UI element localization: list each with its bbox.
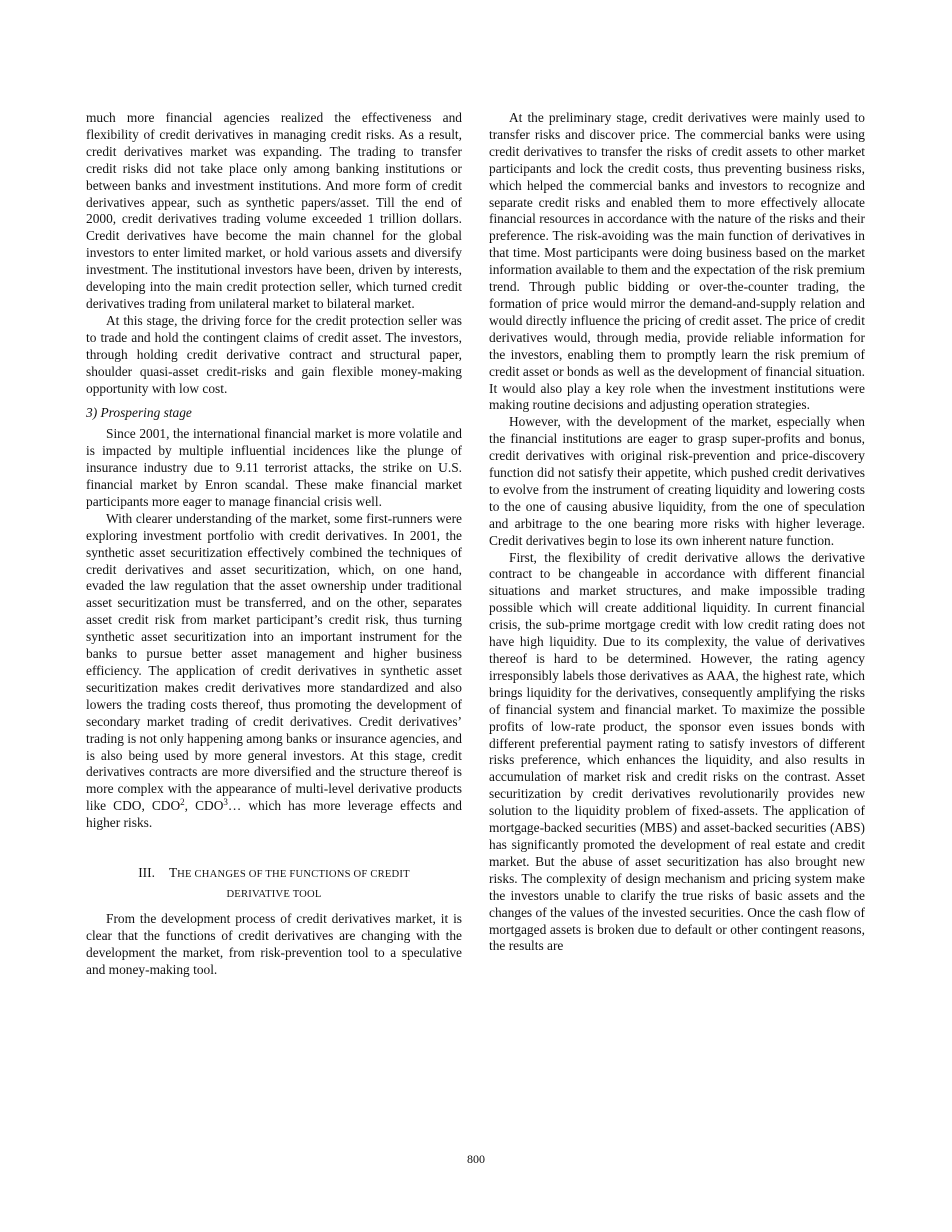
body-paragraph: At the preliminary stage, credit derivatives were mainly used to transfer risks and discover price. The commercial banks were using credit derivatives to transfer the risks of credit assets to other market participants and lock the credit costs, thus preventing business risks, which helped the commercial banks and investors to recognize and separate credit risks and enabled them to more effectively allocate financial resources in accordance with the nature of the risks and their preference. The risk-avoiding was the main function of derivatives in that time. Most participants were doing business based on the market information available to them and the expectation of the risk premium trend. Through public bidding or over-the-counter trading, the formation of price would mirror the demand-and-supply relation and would directly influence the pricing of credit asset. The price of credit derivatives would, through media, provide reliable information for the investors, enabling them to promptly learn the risk premium of credit asset or bonds as well as the development of financial situation. It would also play a key role when the investment institutions were making routine decisions and adjusting operation strategies. bbox=[489, 110, 865, 413]
paragraph-text: … which has more leverage effects and higher risks. bbox=[86, 798, 463, 831]
superscript: 3 bbox=[223, 797, 228, 808]
section-title-line2: DERIVATIVE TOOL bbox=[226, 888, 322, 900]
right-column bbox=[489, 110, 865, 955]
body-paragraph: However, with the development of the market, especially when the financial institutions are eager to grasp super-profits and bonus, credit derivatives with original risk-prevention and price-discovery function did not satisfy their appetite, which pushed credit derivatives to evolve from the instrument of creating liquidity and lowering costs to the one of causing abusive liquidity, from the one of speculation and arbitrage to the one bearing more risks with higher leverage. Credit derivatives begin to lose its own inherent nature function. bbox=[489, 414, 865, 548]
left-column bbox=[86, 110, 462, 979]
paragraph-text: With clearer understanding of the market, some first-runners were exploring investment portfolio with credit derivatives. In 2001, the synthetic asset securitization effectively combined the techniques of credit derivatives and asset securitization, which, on one hand, evaded the law regulation that the asset ownership under traditional asset securitization must be transferred, and on the other, separates asset credit risk from market participant’s credit risk, thus turning synthetic asset securitization into an important instrument for the banks to pursue better asset management and higher business efficiency. The application of credit derivatives in synthetic asset securitization makes credit derivatives more standardized and also lowers the trading costs thereof, thus promoting the development of secondary market trading of credit derivatives. Credit derivatives’ trading is not only happening among banks or insurance agencies, and is also being used by more general investors. At this stage, credit derivatives contracts are more diversified and the structure thereof is more complex with the appearance of multi-level derivative products like CDO, CDO bbox=[86, 510, 462, 814]
subsection-heading: 3) Prospering stage bbox=[86, 405, 192, 421]
body-paragraph bbox=[86, 511, 462, 832]
page-number: 800 bbox=[467, 1152, 485, 1166]
body-paragraph: At this stage, the driving force for the credit protection seller was to trade and hold the contingent claims of credit asset. The investors, through holding credit derivative contract and structural paper, shoulder quasi-asset credit-risks and gain flexible money-making opportunity with low cost. bbox=[86, 312, 462, 396]
body-paragraph: much more financial agencies realized the effectiveness and flexibility of credit derivatives in managing credit risks. As a result, credit derivatives market was expanding. The trading to transfer credit risks did not take place only among banking institutions or between banks and investment institutions. And more form of credit derivatives appear, such as synthetic papers/asset. Till the end of 2000, credit derivatives trading volume exceeded 1 trillion dollars. Credit derivatives have become the main channel for the global investors to enter limited market, or hold various assets and diversify investment. The institutional investors have been, driven by interests, developing into the main credit protection seller, which turned credit derivatives trading from unilateral market to bilateral market. bbox=[86, 110, 462, 311]
superscript: 2 bbox=[180, 797, 185, 808]
body-paragraph: Since 2001, the international financial market is more volatile and is impacted by multiple influential incidences like the plunge of insurance industry due to 9.11 terrorist attacks, the strike on U.S. financial market by Enron scandal. These make financial market participants more eager to manage financial crisis well. bbox=[86, 426, 462, 509]
body-paragraph: First, the flexibility of credit derivative allows the derivative contract to be changeable in accordance with different financial situations and market structures, and make impossible trading possible which will create additional liquidity. In current financial crisis, the sub-prime mortgage credit with low credit rating does not have high liquidity. Due to its complexity, the value of derivatives thereof is hard to be determined. However, the rating agency irresponsibly labels those derivatives as AAA, the highest rate, which brings liquidity for the derivatives, consequently amplifying the risks of financial system and financial market. To maximize the possible profits of low-rate product, the sponsor even issues bonds with different preferential payment rating to satisfy investors of different risks preference, which enhances the liquidity, and also results in accumulation of market risk and credit risks on the contrast. Asset securitization by credit derivatives revolutionarily provides new solution to the liquidity problem of fixed-assets. The application of mortgage-backed securities (MBS) and asset-backed securities (ABS) has significantly promoted the development of real estate and credit market. But the abuse of asset securitization has also brought new risks. The complexity of design mechanism and pricing system make the investors unable to clarify the true risks of basic assets and the changes of the values of the invested securities. Once the cash flow of mortgaged assets is broken due to default or other contingent reasons, the results are bbox=[489, 549, 865, 954]
section-heading bbox=[86, 864, 462, 903]
section-number: III. bbox=[138, 865, 155, 881]
section-title-rest: HE CHANGES OF THE FUNCTIONS OF CREDIT bbox=[177, 869, 410, 881]
paragraph-text: , CDO bbox=[184, 798, 224, 814]
section-title-initial: T bbox=[168, 865, 178, 881]
body-paragraph: From the development process of credit derivatives market, it is clear that the functions of credit derivatives are changing with the development the market, from risk-prevention tool to a speculative and money-making tool. bbox=[86, 911, 462, 977]
